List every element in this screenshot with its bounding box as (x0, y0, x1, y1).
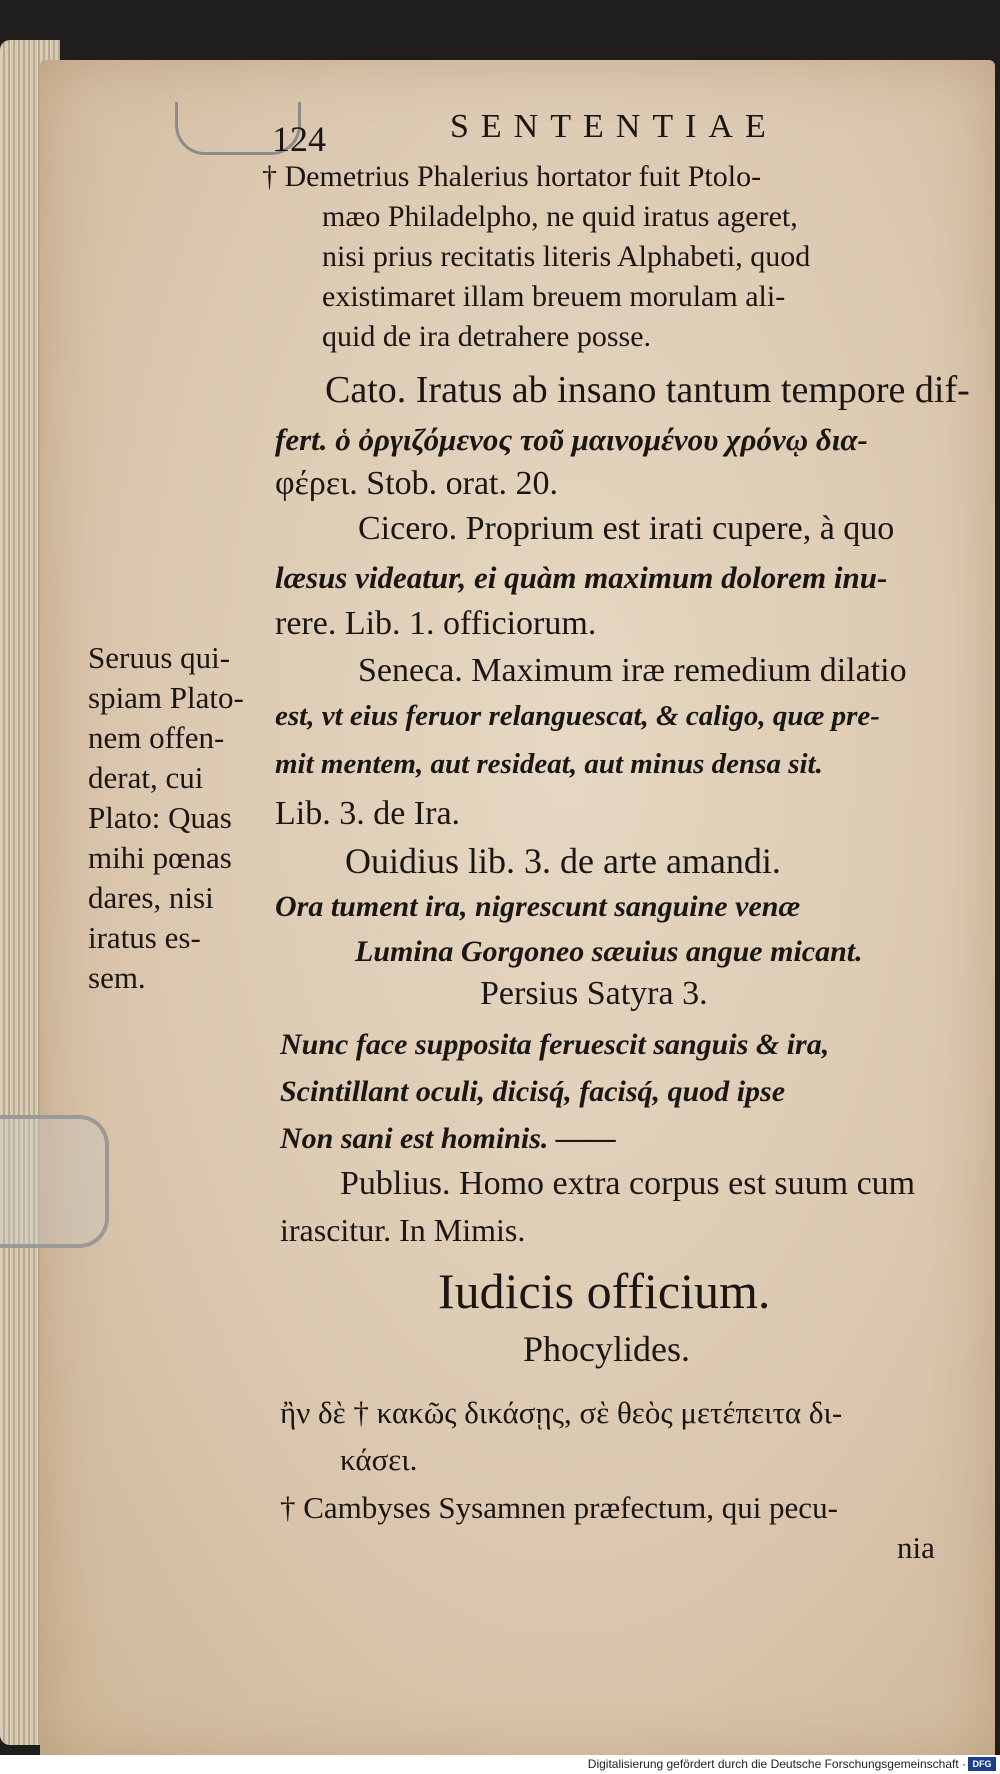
margin-note-line: spiam Plato- (88, 680, 244, 715)
body-line: rere. Lib. 1. officiorum. (275, 605, 597, 642)
body-line: Cato. Iratus ab insano tantum tempore dif- (325, 369, 970, 411)
body-line: Ouidius lib. 3. de arte amandi. (345, 841, 781, 881)
body-line: est, vt eius feruor relanguescat, & caligo, quæ pre- (275, 700, 880, 732)
body-line: quid de ira detrahere posse. (322, 320, 652, 353)
body-line: Publius. Homo extra corpus est suum cum (340, 1165, 916, 1202)
margin-note-line: dares, nisi (88, 880, 214, 915)
section-title: Iudicis officium. (438, 1263, 771, 1319)
running-title: SENTENTIAE (450, 108, 778, 145)
body-line: Scintillant oculi, dicisq́, facisq́, quod ipse (280, 1075, 786, 1108)
body-line: mit mentem, aut resideat, aut minus densa sit. (275, 748, 823, 780)
paper-clip-icon (0, 1115, 109, 1248)
body-line: irascitur. In Mimis. (280, 1212, 526, 1248)
body-line: Ora tument ira, nigrescunt sanguine venæ (275, 890, 801, 923)
body-line: † Demetrius Phalerius hortator fuit Ptolo- (262, 160, 762, 193)
body-line: † Cambyses Sysamnen præfectum, qui pecu- (280, 1490, 838, 1525)
digitization-footer (0, 1755, 1000, 1774)
body-line: κάσει. (340, 1442, 418, 1477)
footer-credit: Digitalisierung gefördert durch die Deutsche Forschungsgemeinschaft · (587, 1757, 966, 1771)
page-number: 124 (272, 119, 326, 159)
margin-note-line: Seruus qui- (88, 640, 231, 675)
margin-note-line: mihi pœnas (88, 840, 232, 875)
body-line: existimaret illam breuem morulam ali- (322, 280, 786, 313)
body-line: Cicero. Proprium est irati cupere, à quo (358, 510, 895, 547)
margin-note-line: nem offen- (88, 720, 225, 755)
body-line: Non sani est hominis. —— (280, 1122, 616, 1155)
dfg-logo-icon: DFG (968, 1757, 996, 1771)
section-subtitle: Phocylides. (523, 1329, 690, 1369)
body-line: fert. ὁ ὀργιζόμενος τοῦ μαινομένου χρόνῳ δια- (275, 422, 868, 457)
margin-note-line: Plato: Quas (88, 800, 232, 835)
body-line: ἢν δὲ † κακῶς δικάσῃς, σὲ θεὸς μετέπειτα δι- (280, 1395, 843, 1430)
body-line: φέρει. Stob. orat. 20. (275, 465, 559, 502)
body-line: nisi prius recitatis literis Alphabeti, quod (322, 240, 811, 273)
body-line: Lib. 3. de Ira. (275, 795, 461, 832)
body-line: Seneca. Maximum iræ remedium dilatio (358, 652, 907, 689)
margin-note-line: iratus es- (88, 920, 201, 955)
catchword: nia (897, 1530, 935, 1565)
margin-note-line: derat, cui (88, 760, 204, 795)
body-line: Nunc face supposita feruescit sanguis & ira, (280, 1028, 830, 1061)
body-line: læsus videatur, ei quàm maximum dolorem inu- (275, 560, 888, 595)
body-line: Persius Satyra 3. (480, 975, 708, 1012)
body-line: Lumina Gorgoneo sæuius angue micant. (355, 935, 863, 968)
body-line: mæo Philadelpho, ne quid iratus ageret, (322, 200, 798, 233)
margin-note-line: sem. (88, 960, 146, 995)
